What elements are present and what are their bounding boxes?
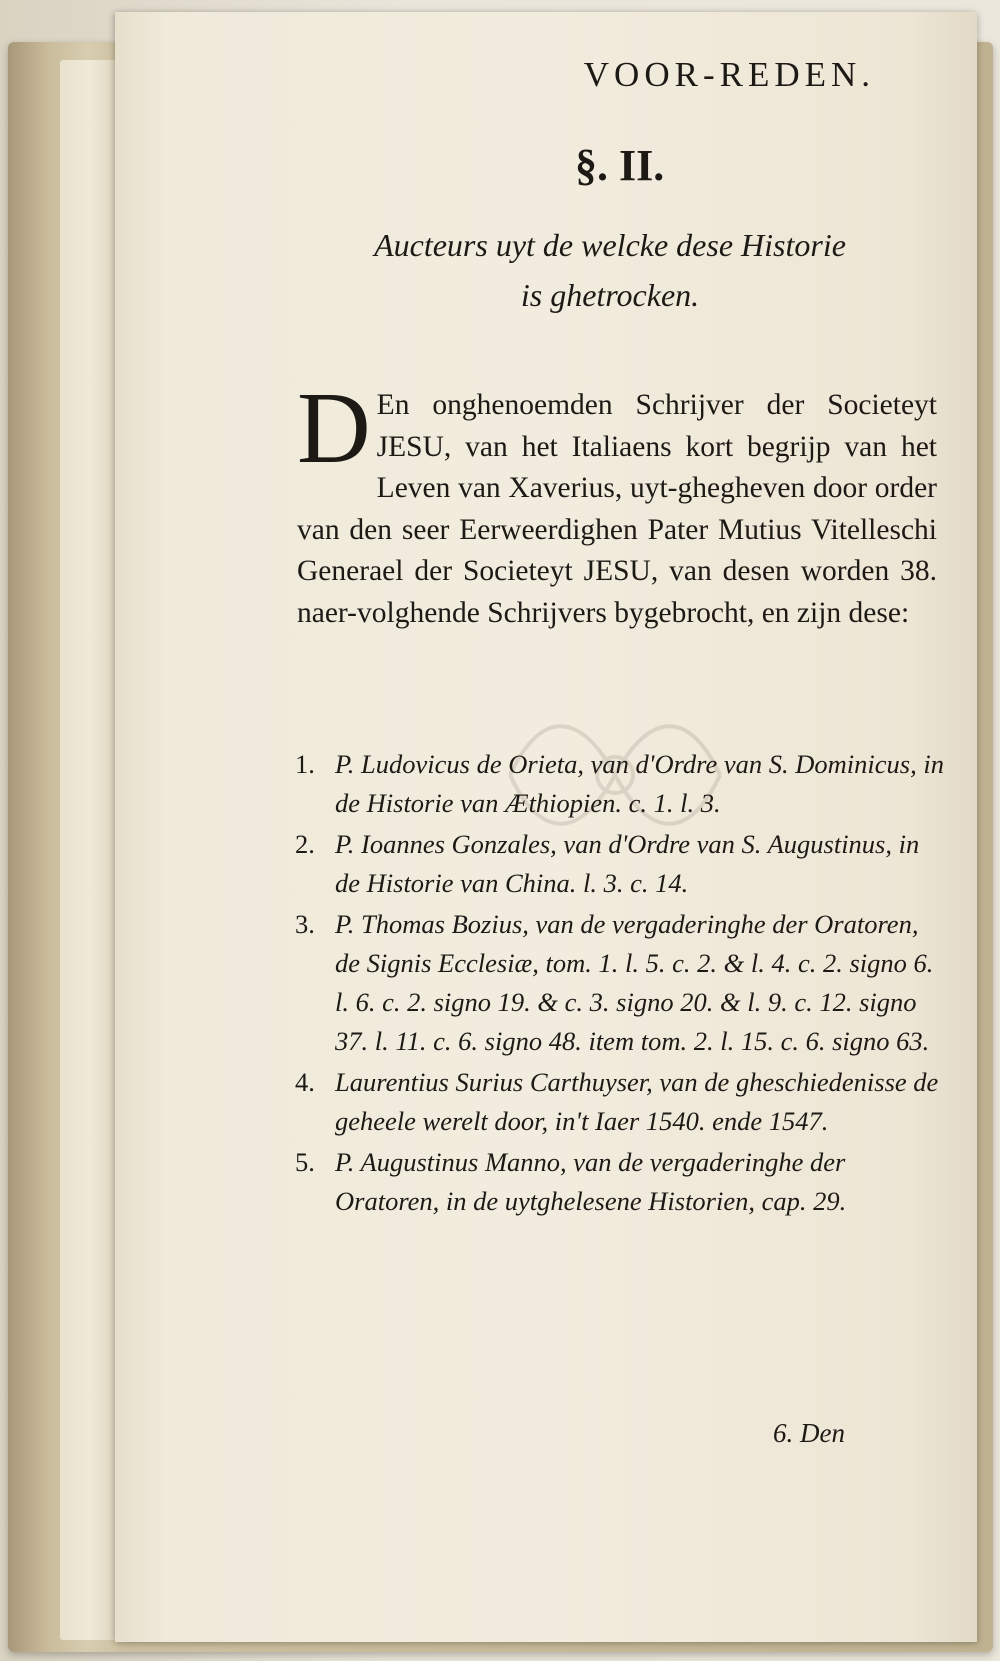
list-item (295, 905, 945, 1061)
intro-paragraph (297, 372, 937, 634)
cover-fold (60, 60, 120, 1640)
entry-number: 3. (295, 909, 315, 939)
section-number: §. II. (575, 141, 665, 190)
section-title-line-2: is ghetrocken. (520, 277, 700, 313)
list-item (295, 1063, 945, 1141)
entry-text: P. Ioannes Gonzales, van d'Ordre van S. Augustinus, in de Historie van China. l. 3. c. 14. (335, 829, 920, 898)
entry-number: 1. (295, 749, 315, 779)
entry-number: 2. (295, 829, 315, 859)
list-item (295, 825, 945, 903)
list-item (295, 1143, 945, 1221)
list-item (295, 745, 945, 823)
drop-cap: D (297, 372, 371, 485)
entry-number: 5. (295, 1147, 315, 1177)
intro-text: En onghenoemden Schrijver der Societeyt JESU, van het Italiaens kort begrijp van het Leven van Xaverius, uyt-ghegheven door order van den seer Eerweerdighen Pater Mutius Vitelleschi Generael der Societeyt JESU, van desen worden 38. naer-volghende Schrijvers bygebrocht, en zijn dese: (297, 389, 937, 629)
entry-text: P. Ludovicus de Orieta, van d'Ordre van S. Dominicus, in de Historie van Æthiopien. c. 1. l. 3. (335, 749, 944, 818)
entry-number: 4. (295, 1067, 315, 1097)
entry-text: P. Thomas Bozius, van de vergaderinghe der Oratoren, de Signis Ecclesiæ, tom. 1. l. 5. c. 2. & l. 4. c. 2. signo 6. l. 6. c. 2. signo 19. & c. 3. signo 20. & l. 9. c. 12. signo 37. l. 11. c. 6. signo 48. item tom. 2. l. 15. c. 6. signo 63. (335, 909, 934, 1056)
entry-text: P. Augustinus Manno, van de vergaderinghe der Oratoren, in de uytghelesene Historien, cap. 29. (335, 1147, 847, 1216)
running-header: VOOR-REDEN. (583, 55, 875, 94)
author-list (295, 745, 945, 1223)
section-title (300, 220, 920, 320)
entry-text: Laurentius Surius Carthuyser, van de gheschiedenisse de geheele werelt door, in't Iaer 1540. ende 1547. (335, 1067, 939, 1136)
section-title-line-1: Aucteurs uyt de welcke dese Historie (374, 227, 846, 263)
catchword: 6. Den (773, 1418, 845, 1448)
